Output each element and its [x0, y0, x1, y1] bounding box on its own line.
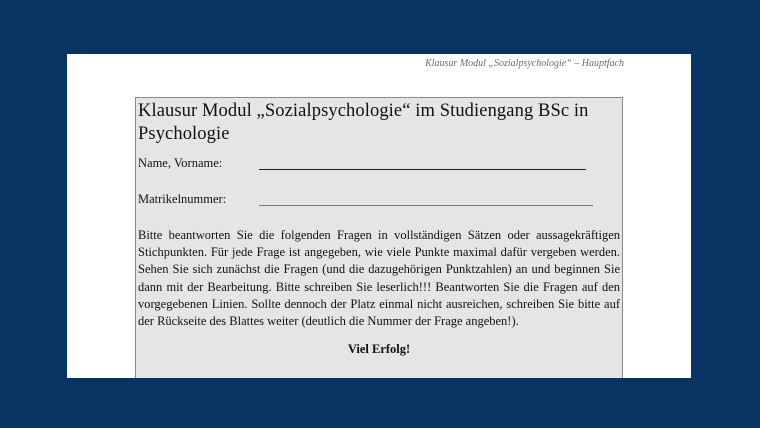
document-page — [67, 54, 691, 378]
name-label: Name, Vorname: — [138, 156, 223, 170]
name-field-row — [138, 155, 620, 171]
running-header: Klausur Modul „Sozialpsychologie“ – Hauptfach — [425, 58, 624, 69]
instructions-paragraph: Bitte beantworten Sie die folgenden Fragen in vollständigen Sätzen oder aussagekräftigen Stichpunkten. Für jede Frage ist angegeben, wie viele Punkte maximal dafür vergeben werden. Sehen Sie sich zunächst die Fragen (und die dazugehörigen Punktzahlen) an und beginnen Sie dann mit der Bearbeitung. Bitte schreiben Sie leserlich!!! Beantworten Sie die Fragen auf den vorgegebenen Linien. Sollte dennoch der Platz einmal nicht ausreichen, schreiben Sie bitte auf der Rückseite des Blattes weiter (deutlich die Nummer der Frage angeben!). — [138, 228, 620, 329]
exam-title: Klausur Modul „Sozialpsychologie“ im Studiengang BSc in Psychologie — [138, 101, 589, 144]
matrikel-field-row — [138, 191, 620, 207]
matrikel-line — [259, 205, 593, 206]
exam-cover-box — [135, 97, 623, 378]
closing-text: Viel Erfolg! — [347, 342, 411, 357]
matrikel-label: Matrikelnummer: — [138, 192, 227, 206]
name-line — [259, 169, 586, 170]
